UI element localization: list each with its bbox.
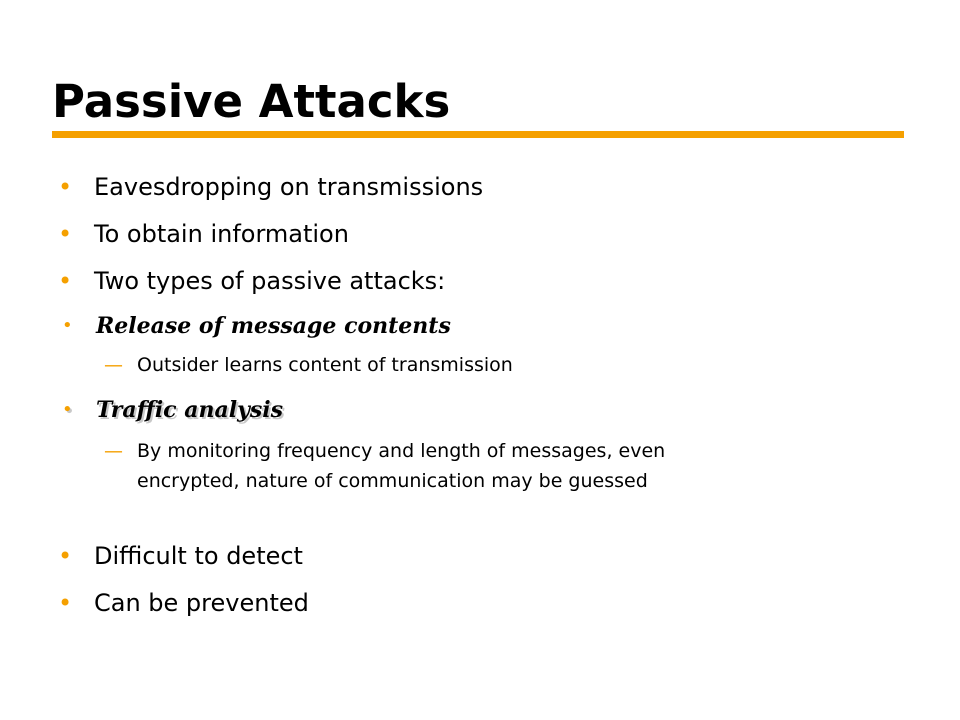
bullet-icon: •: [58, 173, 73, 201]
bullet-icon: •: [62, 315, 73, 336]
title-underline: [52, 131, 904, 138]
subtype-detail: encrypted, nature of communication may be guessed: [137, 470, 648, 492]
bullet-text: Can be prevented: [94, 589, 309, 617]
bullet-icon: •: [62, 399, 73, 420]
subtype-label-traffic: Traffic analysis: [96, 397, 283, 423]
bullet-icon: •: [58, 542, 73, 570]
subtype-label-release: Release of message contents: [96, 313, 451, 339]
bullet-text: Two types of passive attacks:: [94, 267, 446, 295]
bullet-text: To obtain information: [94, 220, 349, 248]
subtype-detail: Outsider learns content of transmission: [137, 354, 513, 376]
dash-icon: —: [104, 354, 123, 376]
bullet-icon: •: [58, 589, 73, 617]
bullet-text: Eavesdropping on transmissions: [94, 173, 484, 201]
slide-title: Passive Attacks: [52, 75, 451, 128]
subtype-detail: By monitoring frequency and length of messages, even: [137, 440, 666, 462]
dash-icon: —: [104, 440, 123, 462]
bullet-icon: •: [58, 220, 73, 248]
bullet-text: Difficult to detect: [94, 542, 303, 570]
bullet-icon: •: [58, 267, 73, 295]
